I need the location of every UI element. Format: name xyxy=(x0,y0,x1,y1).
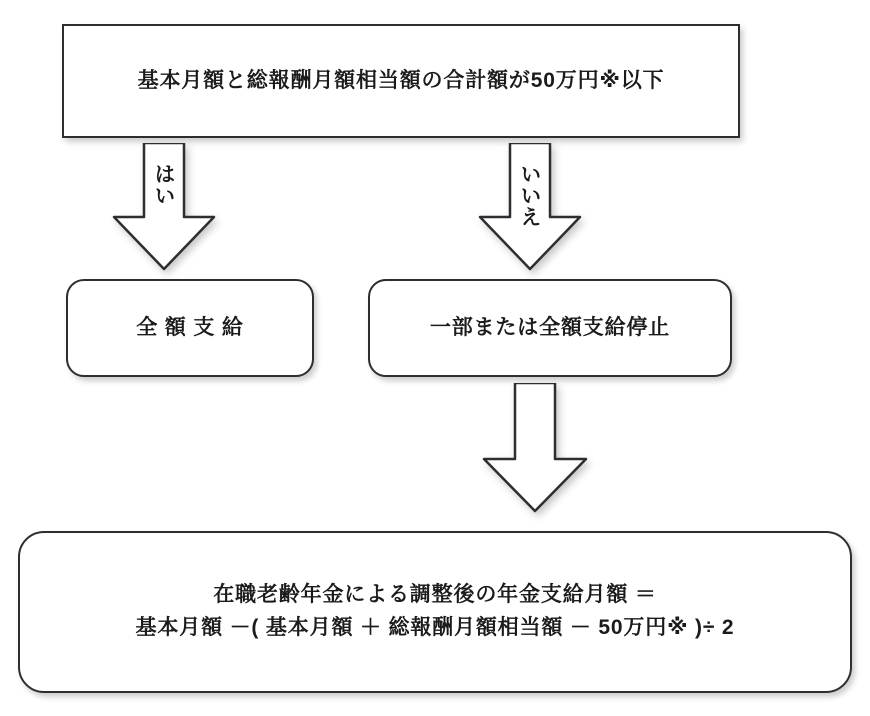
condition-box xyxy=(62,24,740,138)
arrow-to-formula xyxy=(480,383,590,513)
formula-line-2: 基本月額 －( 基本月額 ＋ 総報酬月額相当額 － 50万円※ )÷ 2 xyxy=(135,616,735,639)
full-payment-text: 全 額 支 給 xyxy=(136,315,244,339)
formula-box xyxy=(18,531,852,693)
suspension-text: 一部または全額支給停止 xyxy=(429,315,671,339)
arrow-yes-label: はい xyxy=(152,163,176,206)
arrow-no-label: いいえ xyxy=(518,163,542,228)
condition-text: 基本月額と総報酬月額相当額の合計額が50万円※以下 xyxy=(137,68,665,92)
formula-line-1: 在職老齢年金による調整後の年金支給月額 ＝ xyxy=(213,583,657,607)
suspension-box xyxy=(368,279,732,377)
full-payment-box xyxy=(66,279,314,377)
